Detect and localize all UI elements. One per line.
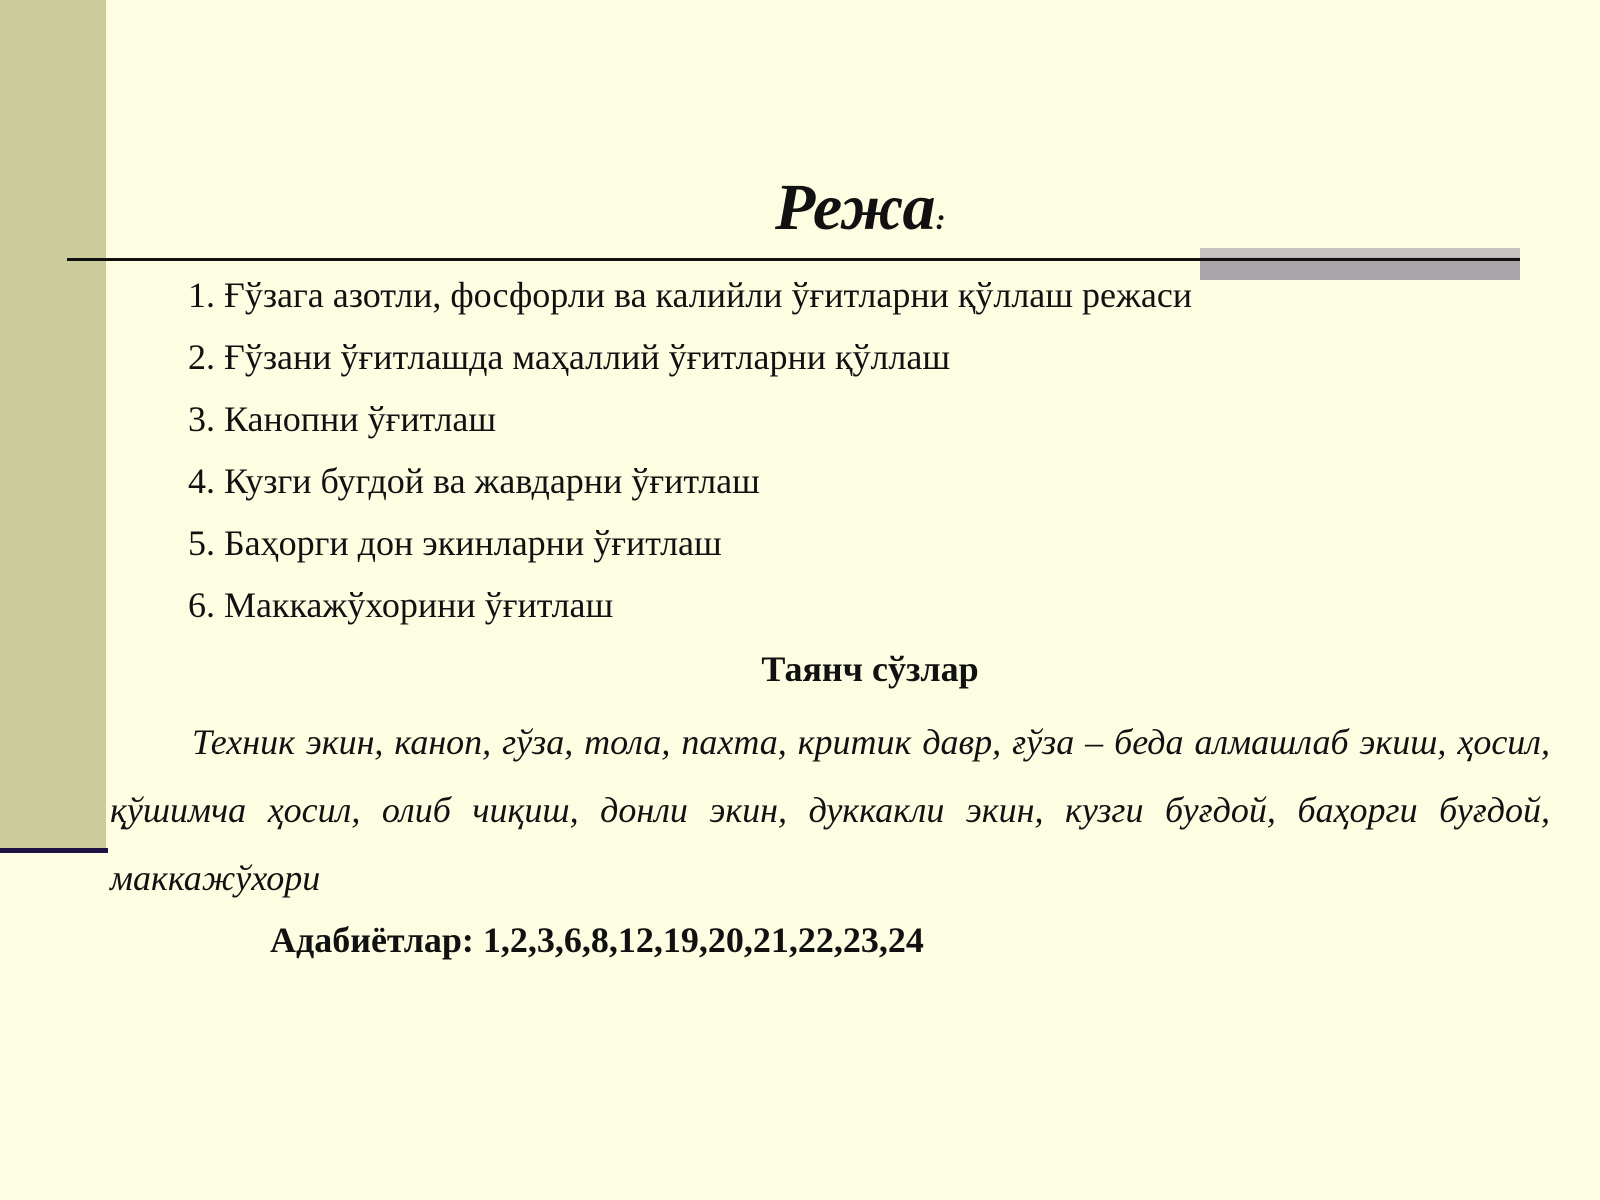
literature-references: Адабиётлар: 1,2,3,6,8,12,19,20,21,22,23,24 <box>270 920 924 960</box>
slide-title <box>775 172 946 245</box>
slide-title-text: Режа <box>775 171 936 244</box>
title-underline <box>67 258 1520 261</box>
plan-item: 3. Канопни ўғитлаш <box>188 399 497 439</box>
keywords-paragraph: Техник экин, каноп, гўза, тола, пахта, критик давр, ғўза – беда алмашлаб экиш, ҳосил, қўшимча ҳосил, олиб чиқиш, донли экин, дуккакли экин, кузги буғдой, баҳорги буғдой, маккажўхори <box>110 722 1550 898</box>
slide-title-colon: : <box>935 203 946 236</box>
left-decorative-bar <box>0 0 106 848</box>
plan-item: 6. Маккажўхорини ўғитлаш <box>188 585 614 625</box>
plan-list <box>188 270 1192 642</box>
title-accent-bar <box>1200 248 1520 280</box>
plan-item: 1. Ғўзага азотли, фосфорли ва калийли ўғитларни қўллаш режаси <box>188 275 1193 315</box>
keywords-heading: Таянч сўзлар <box>761 649 979 689</box>
plan-item: 4. Кузги бугдой ва жавдарни ўғитлаш <box>188 461 760 501</box>
plan-item: 2. Ғўзани ўғитлашда маҳаллий ўғитларни қўллаш <box>188 337 951 377</box>
left-bar-divider <box>0 848 108 853</box>
plan-item: 5. Баҳорги дон экинларни ўғитлаш <box>188 523 722 563</box>
